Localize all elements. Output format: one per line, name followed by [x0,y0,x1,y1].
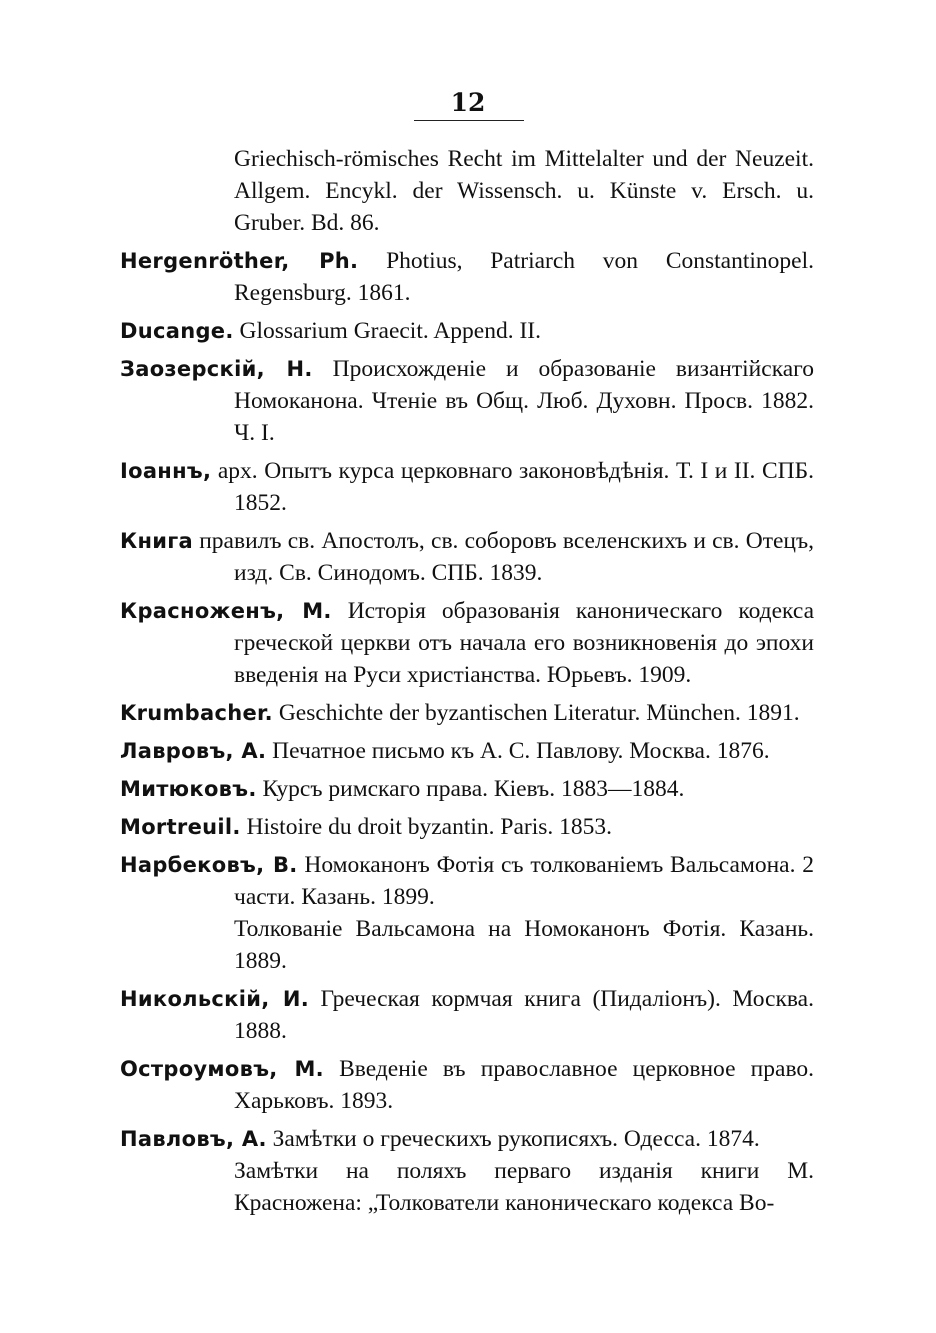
entry-text: Photius, Patriarch von Constantinopel. Regensburg. 1861. [234,248,814,306]
page-number: 12 [450,88,486,117]
entry-text: Histoire du droit byzantin. Paris. 1853. [246,814,613,840]
entry-text: Печатное письмо къ А. С. Павлову. Москва. 1876. [272,738,770,764]
bibliography-entry [120,1123,814,1155]
entry-text: арх. Опытъ курса церковнаго законовѣдѣнія. Т. I и II. СПБ. 1852. [217,458,814,516]
entry-text: Glossarium Graecit. Append. II. [239,318,541,344]
bibliography-entry [120,849,814,913]
entry-text: Geschichte der byzantischen Literatur. München. 1891. [278,700,800,726]
entry-text: правилъ св. Апостолъ, св. соборовъ вселенскихъ и св. Отецъ, изд. Св. Синодомъ. СПБ. 1839. [199,528,814,586]
bibliography-entry [120,983,814,1047]
bibliography-entry [120,525,814,589]
entry-text: Греческая кормчая книга (Пидаліонъ). Москва. 1888. [234,986,814,1044]
entry-author: Книга [120,529,194,553]
bibliography-entry [120,245,814,309]
entry-author: Заозерскій, Н. [120,357,313,381]
entry-author: Красноженъ, М. [120,599,332,623]
entry-text: Введеніе въ православное церковное право. Харьковъ. 1893. [234,1056,814,1114]
entry-text: Замѣтки на поляхъ перваго изданія книги М. Красножена: „Толкователи каноническаго кодекса Во- [234,1158,814,1216]
entry-author: Митюковъ. [120,777,257,801]
entry-author: Krumbacher. [120,701,273,725]
entry-author: Іоаннъ, [120,459,212,483]
bibliography-entry [120,1155,814,1219]
entry-text: Толкованіе Вальсамона на Номоканонъ Фотія. Казань. 1889. [234,916,814,974]
entry-text: Происхожденіе и образованіе византійскаго Номоканона. Чтеніе въ Общ. Люб. Духовн. Просв. 1882. Ч. I. [234,356,814,446]
entry-text: Griechisch-römisches Recht im Mittelalter und der Neuzeit. Allgem. Encykl. der Wissensch. u. Künste v. Ersch. u. Gruber. Bd. 86. [234,146,814,236]
bibliography-entry [120,773,814,805]
entry-author: Mortreuil. [120,815,241,839]
entry-author: Никольскій, И. [120,987,309,1011]
bibliography-entry [120,143,814,239]
entry-author: Hergenröther, Ph. [120,249,359,273]
bibliography-entry [120,353,814,449]
entry-author: Ducange. [120,319,234,343]
bibliography-entry [120,811,814,843]
bibliography-list [120,143,814,1225]
bibliography-entry [120,455,814,519]
entry-author: Лавровъ, А. [120,739,267,763]
entry-author: Нарбековъ, В. [120,853,298,877]
bibliography-entry [120,315,814,347]
page-number-rule [414,120,524,121]
entry-text: Курсъ римскаго права. Кіевъ. 1883—1884. [262,776,685,802]
entry-author: Остроумовъ, М. [120,1057,324,1081]
entry-text: Исторія образованія каноническаго кодекса греческой церкви отъ начала его возникновенія до эпохи введенія на Руси христіанства. Юрьевъ. 1909. [234,598,815,688]
bibliography-entry [120,735,814,767]
entry-text: Замѣтки о греческихъ рукописяхъ. Одесса. 1874. [272,1126,760,1152]
bibliography-entry [120,1053,814,1117]
entry-author: Павловъ, А. [120,1127,267,1151]
bibliography-entry [120,697,814,729]
bibliography-entry [120,913,814,977]
entry-text: Номоканонъ Фотія съ толкованіемъ Вальсамона. 2 части. Казань. 1899. [234,852,815,910]
bibliography-entry [120,595,814,691]
